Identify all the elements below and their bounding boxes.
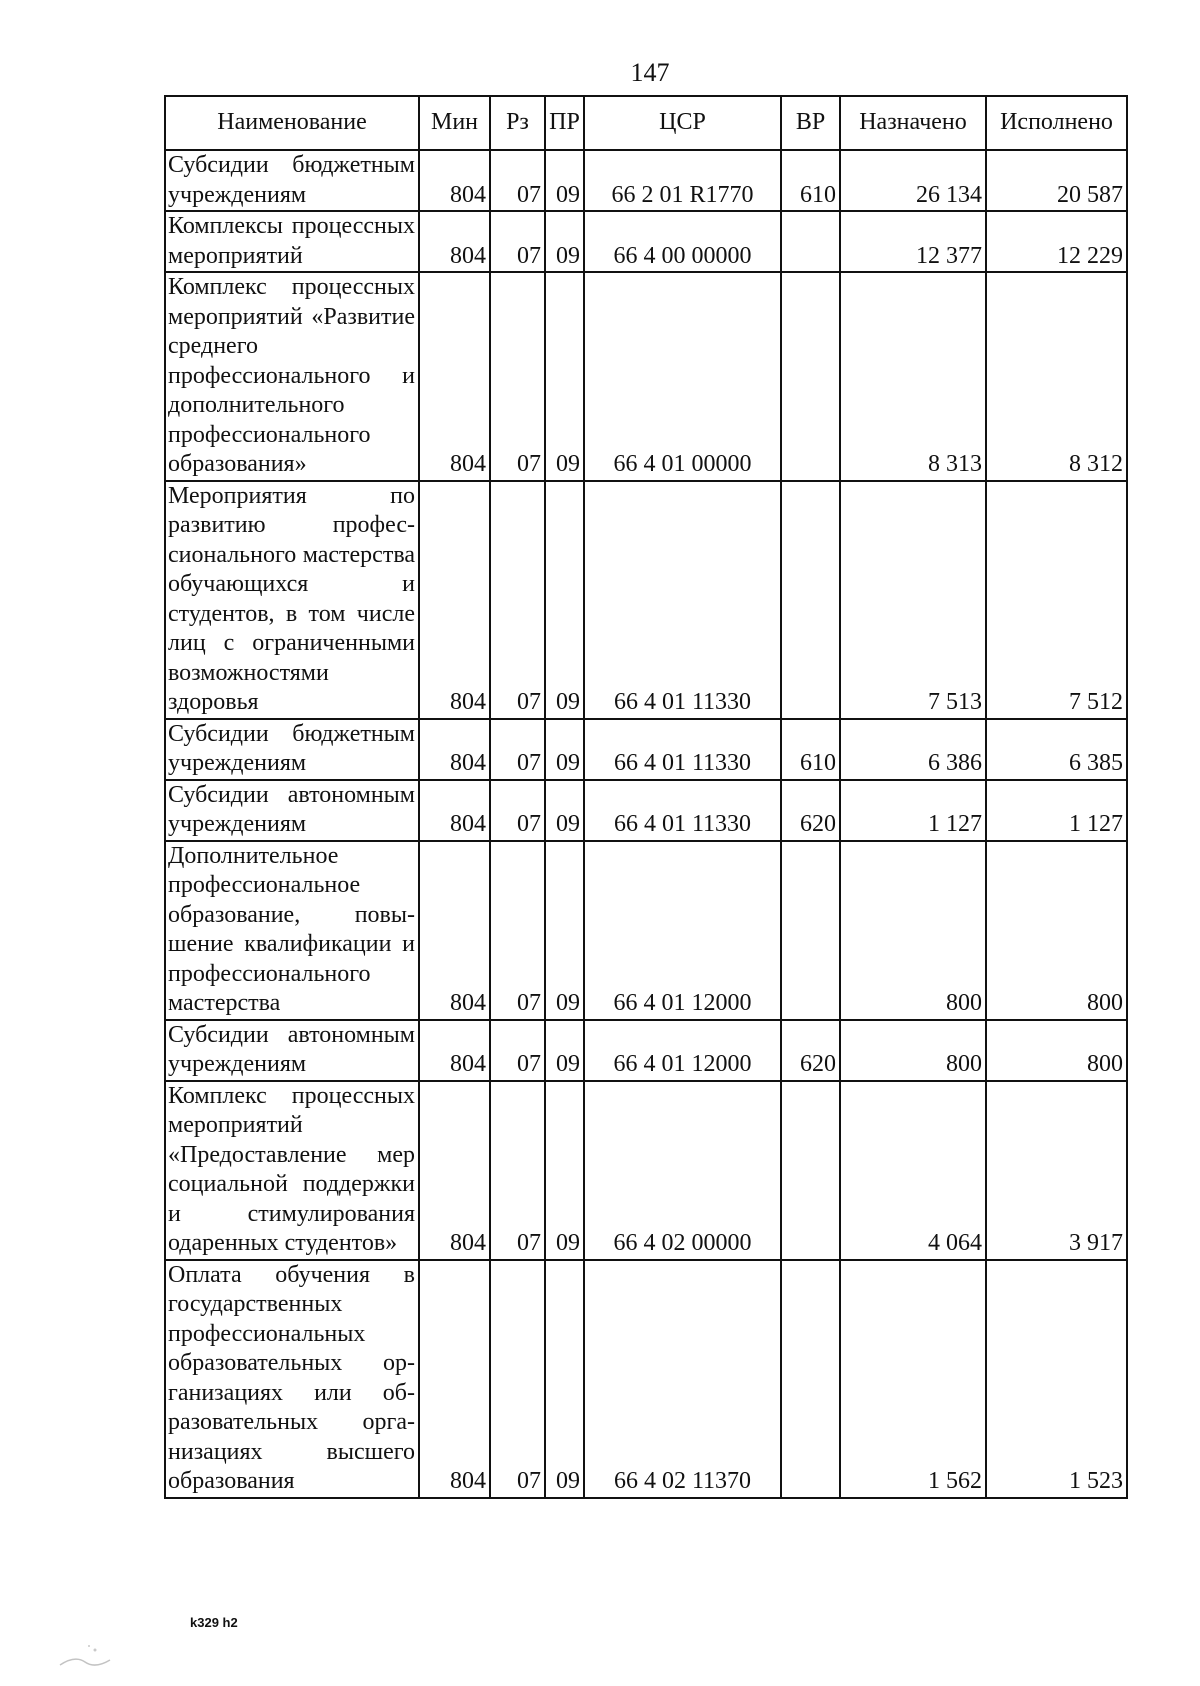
- row-name: Субсидии автономным учреждениям: [165, 780, 419, 841]
- budget-table: [164, 95, 1128, 1499]
- row-executed: 20 587: [986, 150, 1127, 211]
- row-planned: 8 313: [840, 272, 986, 481]
- row-executed: 3 917: [986, 1081, 1127, 1260]
- row-rz: 07: [490, 272, 545, 481]
- row-name: Субсидии автономным учреждениям: [165, 1020, 419, 1081]
- row-min: 804: [419, 719, 490, 780]
- header-csr: ЦСР: [584, 96, 781, 150]
- row-planned: 800: [840, 841, 986, 1020]
- row-pr: 09: [545, 150, 584, 211]
- row-csr: 66 4 02 00000: [584, 1081, 781, 1260]
- row-vr: 620: [781, 780, 840, 841]
- row-vr: 610: [781, 719, 840, 780]
- row-name: Субсидии бюджетным учреждениям: [165, 150, 419, 211]
- row-rz: 07: [490, 1020, 545, 1081]
- header-executed: Исполнено: [986, 96, 1127, 150]
- row-planned: 800: [840, 1020, 986, 1081]
- table-row: [165, 719, 1127, 780]
- page-number: 147: [630, 58, 670, 87]
- row-rz: 07: [490, 841, 545, 1020]
- row-executed: 800: [986, 1020, 1127, 1081]
- row-min: 804: [419, 841, 490, 1020]
- row-vr: [781, 481, 840, 719]
- row-rz: 07: [490, 1260, 545, 1498]
- row-planned: 12 377: [840, 211, 986, 272]
- row-vr: [781, 272, 840, 481]
- scan-noise-mark: [55, 1640, 115, 1670]
- row-executed: 7 512: [986, 481, 1127, 719]
- row-rz: 07: [490, 780, 545, 841]
- row-min: 804: [419, 272, 490, 481]
- row-name: Оплата обучения в государственных профессиональных образовательных организациях или образовательных организациях высшего образования: [165, 1260, 419, 1498]
- row-vr: [781, 1081, 840, 1260]
- row-planned: 1 562: [840, 1260, 986, 1498]
- row-name: Субсидии бюджетным учреждениям: [165, 719, 419, 780]
- row-pr: 09: [545, 841, 584, 1020]
- row-pr: 09: [545, 481, 584, 719]
- row-vr: [781, 1260, 840, 1498]
- row-csr: 66 4 01 11330: [584, 780, 781, 841]
- row-rz: 07: [490, 211, 545, 272]
- row-executed: 8 312: [986, 272, 1127, 481]
- row-pr: 09: [545, 211, 584, 272]
- row-name: Дополнительное профессиональное образование, повышение квалификации и профессионального мастерства: [165, 841, 419, 1020]
- row-min: 804: [419, 1260, 490, 1498]
- header-vr: ВР: [781, 96, 840, 150]
- table-row: [165, 150, 1127, 211]
- row-executed: 1 127: [986, 780, 1127, 841]
- header-name: Наименование: [165, 96, 419, 150]
- row-executed: 12 229: [986, 211, 1127, 272]
- table-row: [165, 211, 1127, 272]
- header-planned: Назначено: [840, 96, 986, 150]
- table-header-row: [165, 96, 1127, 150]
- row-vr: [781, 211, 840, 272]
- table-row: [165, 1081, 1127, 1260]
- row-min: 804: [419, 1020, 490, 1081]
- row-name: Комплекс процессных мероприятий «Развитие среднего профессионального и дополнительного профессионального образования»: [165, 272, 419, 481]
- row-name: Комплексы процессных мероприятий: [165, 211, 419, 272]
- row-csr: 66 4 01 12000: [584, 841, 781, 1020]
- row-planned: 1 127: [840, 780, 986, 841]
- row-name: Комплекс процессных мероприятий «Предоставление мер социальной поддержки и стимулирования одаренных студентов»: [165, 1081, 419, 1260]
- row-pr: 09: [545, 272, 584, 481]
- row-planned: 26 134: [840, 150, 986, 211]
- row-rz: 07: [490, 481, 545, 719]
- row-executed: 1 523: [986, 1260, 1127, 1498]
- row-vr: 620: [781, 1020, 840, 1081]
- table-row: [165, 481, 1127, 719]
- table-row: [165, 1020, 1127, 1081]
- row-pr: 09: [545, 719, 584, 780]
- row-pr: 09: [545, 1260, 584, 1498]
- row-min: 804: [419, 150, 490, 211]
- row-min: 804: [419, 481, 490, 719]
- table-row: [165, 841, 1127, 1020]
- row-csr: 66 4 00 00000: [584, 211, 781, 272]
- footer-document-code: k329 h2: [190, 1615, 238, 1630]
- row-csr: 66 4 01 12000: [584, 1020, 781, 1081]
- header-rz: Рз: [490, 96, 545, 150]
- header-pr: ПР: [545, 96, 584, 150]
- row-csr: 66 4 01 00000: [584, 272, 781, 481]
- row-executed: 800: [986, 841, 1127, 1020]
- row-rz: 07: [490, 150, 545, 211]
- table-row: [165, 272, 1127, 481]
- row-min: 804: [419, 1081, 490, 1260]
- row-min: 804: [419, 780, 490, 841]
- row-planned: 7 513: [840, 481, 986, 719]
- row-executed: 6 385: [986, 719, 1127, 780]
- row-min: 804: [419, 211, 490, 272]
- row-pr: 09: [545, 780, 584, 841]
- header-min: Мин: [419, 96, 490, 150]
- row-pr: 09: [545, 1020, 584, 1081]
- row-rz: 07: [490, 719, 545, 780]
- row-planned: 6 386: [840, 719, 986, 780]
- row-csr: 66 4 01 11330: [584, 719, 781, 780]
- table-row: [165, 1260, 1127, 1498]
- table-row: [165, 780, 1127, 841]
- row-name: Мероприятия по развитию профессионального мастерства обучающихся и студентов, в том числе лиц с ограниченными возможностями здоровья: [165, 481, 419, 719]
- row-csr: 66 4 02 11370: [584, 1260, 781, 1498]
- row-csr: 66 2 01 R1770: [584, 150, 781, 211]
- row-csr: 66 4 01 11330: [584, 481, 781, 719]
- row-vr: [781, 841, 840, 1020]
- row-pr: 09: [545, 1081, 584, 1260]
- row-planned: 4 064: [840, 1081, 986, 1260]
- row-vr: 610: [781, 150, 840, 211]
- row-rz: 07: [490, 1081, 545, 1260]
